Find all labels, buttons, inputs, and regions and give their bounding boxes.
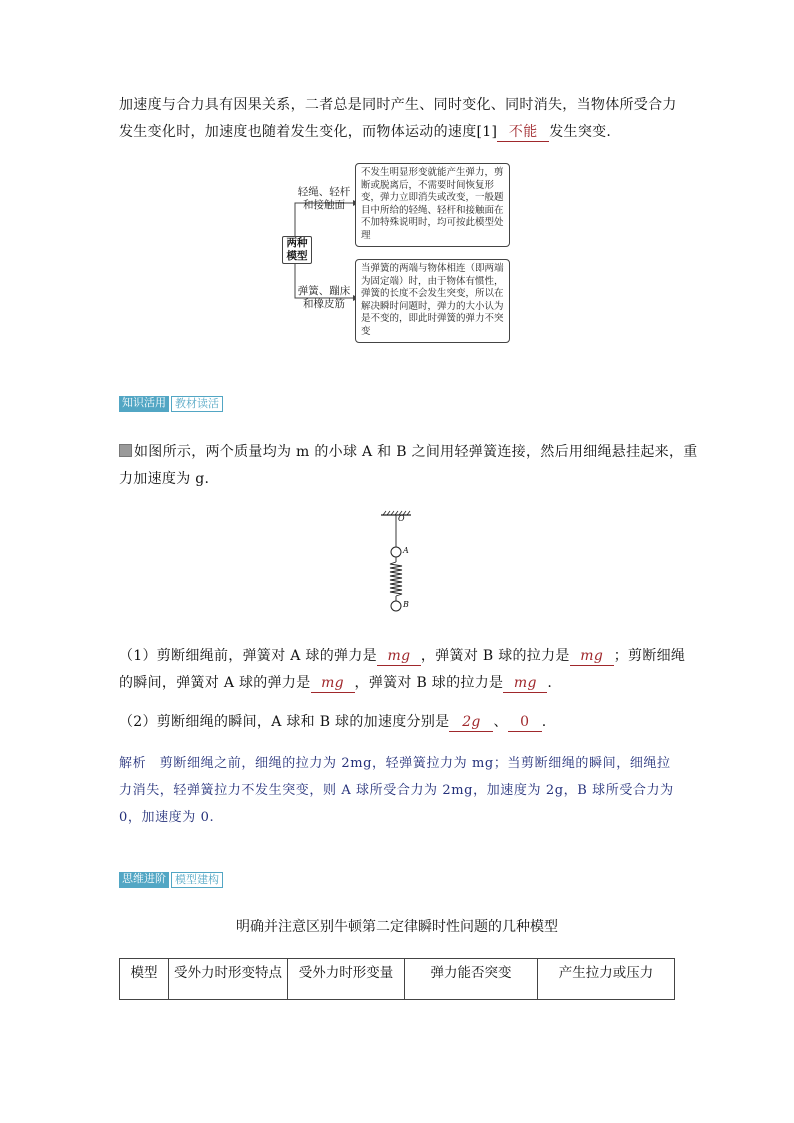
intro-line-2 [119, 119, 611, 146]
label-o: O [398, 514, 405, 523]
model-table [119, 958, 675, 1000]
label-spring [293, 285, 355, 311]
q1-answer-2: mg [570, 647, 614, 666]
label-rope-rod-1: 轻绳、轻杆 [297, 186, 351, 198]
label-a: A [403, 546, 409, 555]
q1-answer-3: mg [311, 674, 355, 693]
label-b: B [403, 600, 409, 609]
table-header-cell: 弹力能否突变 [405, 959, 538, 1000]
q1-answer-1: mg [377, 647, 421, 666]
q1-text-d: 的瞬间，弹簧对 A 球的弹力是 [119, 675, 311, 691]
q2-answer-1: 2g [449, 713, 493, 732]
table-header-cell: 产生拉力或压力 [538, 959, 675, 1000]
q2-end: . [541, 714, 547, 730]
q2-answer-2: 0 [508, 713, 542, 732]
intro-line-1: 加速度与合力具有因果关系，二者总是同时产生、同时变化、同时消失，当物体所受合力 [119, 97, 677, 113]
spring-figure [375, 510, 420, 615]
intro-text-end: 发生突变. [549, 124, 612, 140]
tag-right: 教材读活 [171, 396, 223, 412]
tag-right: 模型建构 [171, 872, 223, 888]
q1-answer-4: mg [503, 674, 547, 693]
label-rope-rod-2: 和接触面 [303, 199, 345, 211]
table-title: 明确并注意区别牛顿第二定律瞬时性问题的几种模型 [236, 919, 558, 935]
tag-left: 思维进阶 [119, 872, 169, 888]
ball-a-icon [391, 547, 401, 557]
q2-text-a: （2）剪断细绳的瞬间，A 球和 B 球的加速度分别是 [119, 714, 450, 730]
q1-text-b: ，弹簧对 B 球的拉力是 [420, 648, 570, 664]
q1-text-f: . [547, 675, 553, 691]
section-tag-thinking [119, 872, 223, 888]
q1-text-a: （1）剪断细绳前，弹簧对 A 球的弹力是 [119, 648, 377, 664]
question-line-1 [119, 439, 698, 466]
question-icon [119, 444, 132, 457]
q1-line-1 [119, 643, 685, 670]
table-header-cell: 模型 [120, 959, 169, 1000]
q1-line-2 [119, 670, 552, 697]
label-spring-1: 弹簧、蹦床 [297, 285, 351, 297]
q2-sep: 、 [493, 714, 508, 730]
tag-left: 知识活用 [119, 396, 169, 412]
analysis-line-2: 力消失，轻弹簧拉力不发生突变，则 A 球所受合力为 2mg，加速度为 2g，B 球所受合力为 [119, 783, 674, 798]
analysis-line-1: 解析 剪断细绳之前，细绳的拉力为 2mg，轻弹簧拉力为 mg；当剪断细绳的瞬间，细绳拉 [119, 756, 671, 771]
rigid-model-box: 不发生明显形变就能产生弹力，剪断或脱离后，不需要时间恢复形变，弹力立即消失或改变，一般题目中所给的轻绳、轻杆和接触面在不加特殊说明时，均可按此模型处理 [355, 163, 510, 247]
section-tag-knowledge [119, 396, 223, 412]
label-rope-rod [293, 186, 355, 212]
diagram-center-node: 两种模型 [282, 236, 312, 264]
spring-coil [390, 562, 402, 596]
question-text-1: 如图所示，两个质量均为 m 的小球 A 和 B 之间用轻弹簧连接，然后用细绳悬挂起来，重 [134, 444, 698, 460]
analysis-line-3: 0，加速度为 0. [119, 810, 215, 825]
q1-text-c: ；剪断细绳 [613, 648, 686, 664]
answer-blank-1: 不能 [497, 123, 549, 142]
ball-b-icon [391, 601, 401, 611]
question-line-2: 力加速度为 g. [119, 471, 210, 487]
table-header-row [120, 959, 675, 1000]
q2-line [119, 709, 547, 736]
table-header-cell: 受外力时形变特点 [169, 959, 288, 1000]
spring-model-box: 当弹簧的两端与物体相连（即两端为固定端）时，由于物体有惯性，弹簧的长度不会发生突变，所以在解决瞬时问题时，弹力的大小认为是不变的，即此时弹簧的弹力不突变 [355, 259, 510, 343]
label-spring-2: 和橡皮筋 [303, 298, 345, 310]
table-header-cell: 受外力时形变量 [288, 959, 405, 1000]
intro-text: 发生变化时，加速度也随着发生变化，而物体运动的速度[1] [119, 124, 498, 140]
q1-text-e: ，弹簧对 B 球的拉力是 [354, 675, 504, 691]
